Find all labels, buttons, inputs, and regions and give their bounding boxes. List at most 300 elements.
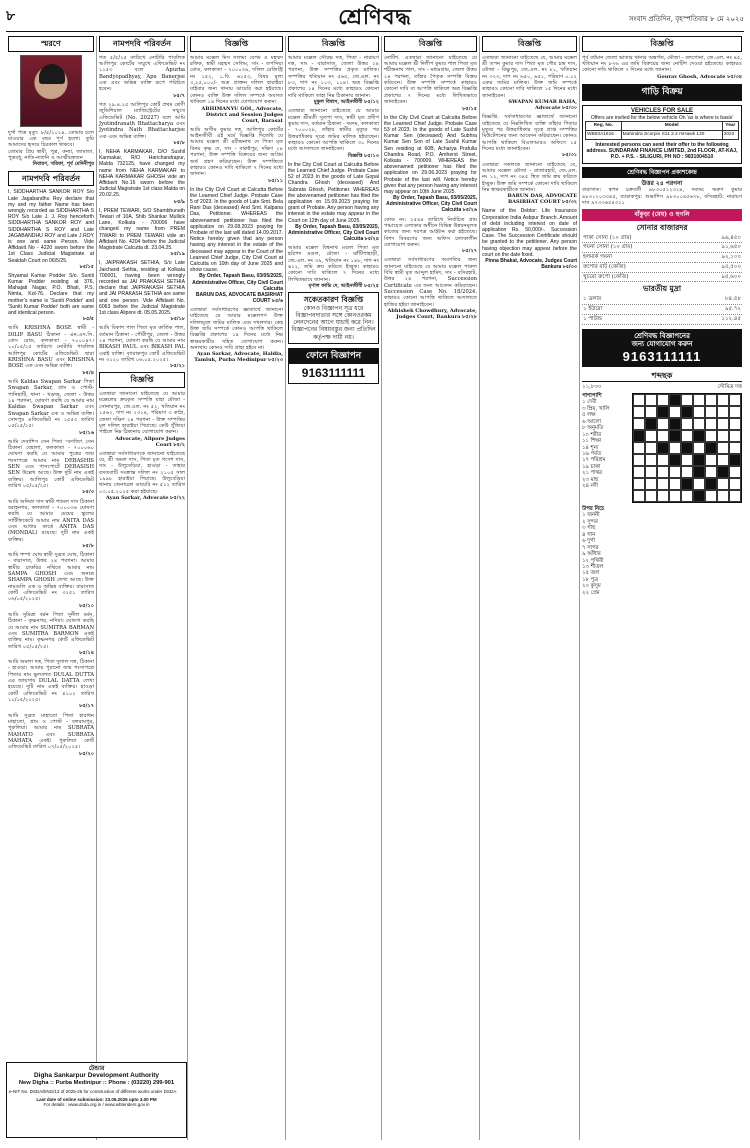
- notice-ref: ৮৫/১৯: [170, 251, 185, 258]
- notice-ref: ৮৫/১৪: [79, 649, 94, 656]
- tender-org: Digha Sankarpur Development Authority: [33, 1072, 160, 1080]
- vehicle-table: [585, 121, 739, 140]
- crossword-cell[interactable]: [645, 406, 657, 418]
- contact-line-2: জন্য যোগাযোগ করুন: [631, 339, 693, 349]
- crossword-block: [669, 394, 681, 406]
- crossword-clue: ২৩ মাছ: [582, 476, 599, 483]
- crossword-cell[interactable]: [705, 466, 717, 478]
- crossword-cell[interactable]: [693, 442, 705, 454]
- notice-text: কোড নং: ২৫৪৪ তারিখে নির্বাচিত গ্রাম পঞ্চায়েত এলাকার অধীনে বিভিন্ন উন্নয়নমূলক কাজের জন্য দরপত্র আহ্বান করা হইতেছে। বিশদ বিবরণের জন্য অফিস চলাকালীন যোগাযোগ করুন।: [384, 216, 477, 248]
- section-head-notice: বিজ্ঞপ্তি: [582, 36, 742, 52]
- notice-text: আমি শম্পা ঘোষ স্বামী সুব্রত ঘোষ, ঠিকানা - বারাসাত, উত্তর ২৪ পরগনা। আমার স্বামীর চাকরির নথিতে আমার নাম SAMPA GHOSH এবং অন্যত্র SHAMPA GHOSH লেখা আছে। উক্ত নামগুলি এক ও অভিন্ন ব্যক্তির। বারাসাত কোর্ট এফিডেভিট নং ৩২৫১ তারিখ ০৬/০৫/২০২৫।: [8, 552, 94, 603]
- name-change-notice: [8, 439, 94, 496]
- crossword-cell[interactable]: [645, 490, 657, 502]
- crossword-cell[interactable]: [729, 490, 741, 502]
- crossword-clue: ২ সুন্দর: [582, 518, 598, 525]
- table-row: [586, 131, 739, 140]
- notice-text: এতদ্বারা সর্বসাধারণকে জানানো যাইতেছে যে, শ্রী অমল দাস, পিতা মৃত গণেশ দাস, সাং - উলুবেড়িয়া, হাওড়া - তাহার বসতবাটি সংক্রান্ত দলিল নং ২১০৫ সাল ১৯৯৮ হারাইয়া গিয়াছে। উলুবেড়িয়া থানায় জেনারেল ডায়েরি নং ৫১২ তারিখ ০৩.০৫.২০২৫ করা হইয়াছে।: [99, 450, 185, 495]
- notice-text: আমি অমলা দত্ত, পিতা দুলাল দত্ত, ঠিকানা - হাওড়া। আমার পুরানো জন্ম শংসাপত্রে পিতার নাম ভুলবশত DULAL DUTTA এর জায়গায় DULAL DATTA লেখা হয়েছে। দুটি নাম একই ব্যক্তির। হাওড়া কোর্ট এফিডেভিট নং ৪১০২ তারিখ ১০/০৫/২০২৫।: [8, 659, 94, 704]
- crossword-cell[interactable]: [705, 406, 717, 418]
- crossword-block: [729, 454, 741, 466]
- vehicle-ad-title: VEHICLES FOR SALE: [630, 107, 693, 114]
- legal-notice: [582, 55, 742, 80]
- vehicle-ad-sub: Offers are invited for the below vehicle On 'as is where is basis': [590, 115, 734, 122]
- crossword-cell[interactable]: [645, 478, 657, 490]
- crossword-clue: ১১ শিক্ষা: [582, 438, 602, 445]
- table-cell: WB63A1616: [586, 131, 622, 140]
- rate-label: ১ পাউন্ড: [582, 314, 661, 324]
- column-3: [188, 36, 286, 1140]
- crossword-clue: ২১ পাথর: [582, 470, 603, 477]
- crossword-cell[interactable]: [633, 478, 645, 490]
- gold-rate-head: সোনার বাজারদর: [636, 222, 688, 232]
- legal-notice: [482, 55, 577, 112]
- crossword-cell[interactable]: [729, 418, 741, 430]
- crossword-cell[interactable]: [729, 478, 741, 490]
- crossword-cell[interactable]: [633, 418, 645, 430]
- notice-ref: ৮৫/২১: [170, 363, 185, 370]
- caution-head: সকেতকারণ বিজ্ঞপ্তি: [303, 295, 364, 305]
- crossword-clue: ২৪ নদী: [582, 483, 599, 490]
- crossword-cell[interactable]: [717, 454, 729, 466]
- caution-text: কোনও বিজ্ঞাপন সূত্র ধরে বিজ্ঞাপনদাতার সঙ্গে কোনওরকম লেনদেনের আগে যাচাই করে নিন। বিজ্ঞাপনের বিষয়বস্তুর জন্য প্রতিদিন কর্তৃপক্ষ দায়ী নয়।: [291, 304, 376, 341]
- notice-ref: ৮৫/৭: [173, 92, 185, 99]
- crossword-cell[interactable]: [729, 394, 741, 406]
- phone-ad-label: ফোনে বিজ্ঞাপন: [289, 349, 378, 364]
- notice-text: I, JAIPRAKASH SETHIA, S/o Late Jaichand Sethia, residing at Kolkata 700001, having been wrongly recorded as JAI PRAKASH SETHIA declare that JAIPRAKASH SETHIA and JAI PRAKASH SETHIA are same and one person. Vide Affidavit No. 6063 before the Judicial Magistrate 1st class Alipore dt. 05.05.2025.: [99, 260, 185, 316]
- crossword-cell[interactable]: [693, 406, 705, 418]
- contact-line-1: শ্রেণিবদ্ধ বিজ্ঞাপনের: [634, 330, 690, 340]
- notice-ref: Ayan Sarkar, Advocate, Haldia, Tamluk, Purba Medinipur ৮৫/২৩: [194, 351, 283, 364]
- crossword-head: শব্দছক: [582, 371, 742, 382]
- table-header: Model: [621, 122, 722, 131]
- crossword-meta: [582, 384, 742, 391]
- name-change-notice: [8, 713, 94, 757]
- notice-text: আমার মক্কেল বিশ্বনাথ মণ্ডল পিতা মৃত হরিপদ মণ্ডল, মৌজা - ঝাঁটিপাহাড়ী, জে.এল. নং ৩৯, খতিয়ান নং ১৪৮, দাগ নং ৬১২, জমি ক্রয় করিতে ইচ্ছুক। কাহারও কোনো দাবি থাকিলে ৭ দিনের মধ্যে লিখিতভাবে জানান।: [288, 245, 379, 283]
- rate-label: ১ ইউরো: [582, 305, 661, 315]
- legal-notice: [190, 55, 283, 124]
- crossword-cell[interactable]: [717, 406, 729, 418]
- crossword-cell[interactable]: [681, 430, 693, 442]
- crossword-cell[interactable]: [645, 430, 657, 442]
- notice-ref: ৮৫/৪: [82, 369, 94, 376]
- legal-notice: [288, 108, 379, 159]
- crossword-cell[interactable]: [633, 394, 645, 406]
- notice-ref: By Order, Tapash Basu, 03/05/2025, Administrative Officer, City Civil Court Calcutta ৮৫/২৬: [386, 195, 477, 214]
- notice-ref: ৮৫/২৭: [462, 248, 477, 255]
- currency-table: [582, 295, 742, 324]
- rate-label: রুপোর বাট (কেজি): [582, 262, 695, 272]
- name-change-notice: [8, 499, 94, 550]
- crossword-cell[interactable]: [717, 394, 729, 406]
- column-7: [580, 36, 744, 1140]
- name-change-notice: [8, 552, 94, 609]
- notice-text: In the City Civil Court at Calcutta Before the Learned Chief Judge. Probate Case 5 of 2023. In the goods of Late Smt. Bela Rani Das (deceased) And Smt. Kalpana Das, Petitioner. WHEREAS the abovenamed petitioner has filed the application on 29.08.2023 praying for Probate of the last will dated 14.09.2017. Notice hereby given that any person having any interest in the estate of the deceased may appear in the Court of the Learned Chief Judge, City Civil Court at Calcutta on 10th day of June 2025 and show cause.: [190, 186, 283, 274]
- notice-text: আমি Kaldas Swapan Sarkar পিতা Swapan Sarkar, গ্রাম ও পোস্ট- পানিহাটি, থানা - খড়দহ, জেলা - উত্তর ২৪ পরগনা, ঘোষণা করছি যে আমার নাম Kaldas Swapan Sarkar এবং Swapan Sarkar এক ও অভিন্ন ব্যক্তি। সোদপুর এফিডেভিট নং ১৫৫৩ তারিখ ০৫/০৫/২৫।: [8, 378, 94, 430]
- crossword-cell[interactable]: [693, 478, 705, 490]
- notice-ref: By Order, Tapash Basu, 03/05/2025, Administrative Officer, City Civil Court Calcutta ৮৫/২৪: [288, 223, 379, 242]
- probate-notice: [190, 187, 283, 304]
- crossword-setter: সৌমিত্র দত্ত: [717, 384, 742, 391]
- edition-date: সংবাদ প্রতিদিন, বৃহস্পতিবার ৮ মে ২০২৫: [628, 15, 744, 23]
- crossword-clue: ৪ গান: [582, 531, 596, 538]
- name-change-notice: [99, 149, 185, 205]
- name-change-notice: [8, 189, 94, 270]
- name-change-notice: [99, 102, 185, 146]
- crossword-cell[interactable]: [633, 406, 645, 418]
- gold-rate-row: [582, 272, 742, 282]
- column-6: [480, 36, 580, 1140]
- notice-ref: ৮৫/৩: [82, 489, 94, 496]
- crossword-block: [681, 478, 693, 490]
- notice-text: Shyamal Kumar Podder S/o. Suniti Kumar Podder residing at 376, Mahajati Nagar, P.O. Bhati, P.S. Nimta, Kol-76. Declare that my mother's name is 'Suniti Podder' and 'Suniti Kumar Podder' both are same and identical person.: [8, 272, 94, 317]
- table-header: Reg. No.: [586, 122, 622, 131]
- across-list: [582, 399, 629, 489]
- crossword-cell[interactable]: [681, 454, 693, 466]
- crossword-cell[interactable]: [645, 394, 657, 406]
- notice-text: এতদ্বারা জানানো যাইতেছে যে, আমার মক্কেল শ্রী তপন কুমার দাস পিতা মৃত গৌর চন্দ্র দাস, মৌজা - বিষ্ণুপুর, জে.এল. নং ৮১, খতিয়ান নং ৩২৩, দাগ নং ৬৫০, ৬৫১, পরিমাণ ০.১২ একর জমির মালিক। উক্ত জমি সম্পর্কে কাহারও কোনো দাবি থাকিলে ১৫ দিনের মধ্যে জানাইবেন।: [482, 54, 577, 99]
- caution-box: [288, 292, 379, 344]
- crossword-clue: ৬ দুর্গা: [582, 538, 595, 545]
- crossword-cell[interactable]: [693, 418, 705, 430]
- table-header-row: [586, 122, 739, 131]
- gold-rate-row: [582, 234, 742, 243]
- legal-notice: [190, 307, 283, 364]
- contact-number[interactable]: 9163111111: [622, 348, 702, 364]
- notice-text: বিজ্ঞপ্তি. সর্বসাধারণের জ্ঞাতার্থে জানানো যাইতেছে যে নিম্নলিখিত ব্যক্তি তাঁহার পিতার মৃত্যুর পর উত্তরাধিকার সূত্রে প্রাপ্ত সম্পত্তির মিউটেশনের জন্য আবেদন করিয়াছেন। কোনও আপত্তি থাকিলে বিএলআরও অফিসে ১৫ দিনের মধ্যে জানাইবেন।: [482, 114, 577, 153]
- classified-contact-box: [582, 329, 742, 368]
- rate-value: ৯৫,৬০০: [695, 272, 742, 282]
- crossword-cell[interactable]: [657, 466, 669, 478]
- section-head-name-change: নামপদবি পরিবর্তন: [99, 36, 185, 52]
- notice-ref: Advocate, Alipore Judges Court ৮৫/২: [115, 435, 185, 448]
- page-title: শ্রেণিবদ্ধ: [338, 4, 412, 29]
- notice-text: In the City Civil Court at Calcutta Before the Learned Chief Judge. Probate Case 52 of 2023 In the goods of Late Gopal Chandra Ghosh (deceased) And Subrata Ghosh, Petitioner. WHEREAS the abovenamed petitioner has filed the application on 15.09.2023 praying for grant of Probate. Any person having any interest in the estate may appear in the Court on 12th day of June 2025.: [288, 161, 379, 224]
- column-1: [6, 36, 97, 1140]
- crossword-cell[interactable]: [717, 478, 729, 490]
- columns: [6, 36, 744, 1140]
- gold-rate-row: [582, 243, 742, 253]
- crossword-cell[interactable]: [681, 490, 693, 502]
- notice-ref: ৮৫/৫: [82, 316, 94, 323]
- crossword-cell[interactable]: [657, 394, 669, 406]
- tender-ad: [6, 1062, 187, 1138]
- crossword-cell[interactable]: [645, 442, 657, 454]
- notice-ref: Pinna Bhakat, Advocate, Judges Court Bankura ৮৫/৩৩: [485, 258, 577, 271]
- section-head-notice: বিজ্ঞপ্তি: [384, 36, 477, 52]
- legal-notice: [190, 127, 283, 184]
- notice-text: এতদ্বারা জানানো যাইতেছে যে আমার মক্কেল শ্রীমতী সুতপা দাস, স্বামী মৃত প্রদীপ কুমার দাস, বর্তমান ঠিকানা - দমদম, কলকাতা - ৭০০০২৮, তাঁহার স্বামীর মৃত্যুর পর উত্তরাধিকার সূত্রে জমির মালিক হইয়াছেন। কাহারও কোনো আপত্তি থাকিলে ৩০ দিনের মধ্যে আদালতে জানাইবেন।: [288, 108, 379, 153]
- crossword-clue: ১২ পৃথিবী: [582, 557, 604, 564]
- crossword-clue: ৭ সাগর: [582, 544, 599, 551]
- crossword-block: [669, 454, 681, 466]
- probate-notice: [384, 115, 477, 214]
- crossword-cell[interactable]: [633, 490, 645, 502]
- crossword-block: [681, 406, 693, 418]
- legal-notice: [99, 391, 185, 448]
- rate-value: ১১২.৪৫: [661, 314, 742, 324]
- crossword-cell[interactable]: [717, 442, 729, 454]
- notice-ref: BARUN DAS, ADVOCATE BASIRHAT COURT ৮৫/৩২: [507, 193, 577, 206]
- across-label: পাশাপাশি: [582, 392, 602, 399]
- notice-ref: মৃণাল কান্তি দে, আইনজীবী ৮৫/২৫: [308, 283, 379, 290]
- notice-text: আমি দেবাশিস সেন পিতা ৺রণজিৎ সেন ঠিকানা বেহালা, কলকাতা - ৭০০০৬০ ঘোষণা করছি যে আমার পুত্রের জন্ম শংসাপত্রে আমার নাম DEBASHIS SEN এবং পাসপোর্টে DEBASISH SEN উল্লেখ আছে। উক্ত দুটি নাম একই ব্যক্তির। আলিপুর কোর্ট এফিডেভিট তারিখ ০৫/০৫/২৫।: [8, 438, 94, 490]
- crossword-cell[interactable]: [645, 454, 657, 466]
- crossword-block: [645, 418, 657, 430]
- crossword-cell[interactable]: [705, 394, 717, 406]
- notice-ref: ৮৫/১৫: [462, 105, 477, 112]
- crossword-number: ১১,৮৩০: [582, 384, 602, 391]
- tender-nit: e-NIT No. DSDA/ENG/13 of 2025-26 for construction of different works under DSDA.: [9, 1089, 178, 1095]
- crossword-block: [657, 406, 669, 418]
- section-head-notice: বিজ্ঞপ্তি: [190, 36, 283, 52]
- table-cell: 2022: [722, 131, 738, 140]
- column-5: [382, 36, 480, 1140]
- crossword-cell[interactable]: [705, 430, 717, 442]
- crossword-block: [657, 442, 669, 454]
- rate-label: হলমার্ক গয়না: [582, 253, 695, 263]
- notice-text: গত ২৯.৪.২৫ আলিপুর কোর্ট প্রথম শ্রেণী জুডিশিয়াল ম্যাজিস্ট্রেটের সম্মুখে এফিডেভিট (No. 20227) বলে আমি Jyotindranath Bhattacharya এবং Jyotindra Nath Bhattacharjee এক এবং অভিন্ন ব্যক্তি।: [99, 101, 185, 140]
- notice-ref: Gourav Ghosh, Advocate ৮৫/৩৪: [657, 73, 742, 80]
- crossword-cell[interactable]: [705, 454, 717, 466]
- rate-label: পাকা সোনা (১০ গ্রাম): [582, 234, 695, 243]
- name-change-notice: [8, 379, 94, 436]
- crossword-cell[interactable]: [657, 454, 669, 466]
- crossword-cell[interactable]: [669, 442, 681, 454]
- notice-text: আমি KRISHNA BOSE স্বামী - DILIP BASU ঠিকানা - এন.এস.সি. বোস রোড, কলকাতা - ৭০০০৪৭। ১০/০৫/২৫ তারিখে নোটারি পাবলিক আলিপুর কোর্টের এফিডেভিট দ্বারা KRISHNA BASU এবং KRISHNA BOSE এক এবং অভিন্ন ব্যক্তি।: [8, 325, 94, 370]
- phone-ad-box: [288, 348, 379, 384]
- currency-row: [582, 305, 742, 315]
- notice-ref: BARUN DAS, ADVOCATE BASIRHAT COURT ৮৫/৬: [195, 291, 283, 304]
- notice-text: I, PREM TEWARI, S/O Shambhunath Tewari of 10A, Shib Shankar Mullick Lane, Kolkata - 700006 have changed my name from PREM TIWARI to PREM TEWARI vide an Affidavit No. 4204 before the Judicial Magistrate Calcutta dt. 23.04.25.: [99, 207, 185, 251]
- notice-ref: ৮৫/১০: [79, 602, 94, 609]
- page-number: ৮: [6, 8, 16, 24]
- crossword-cell[interactable]: [681, 394, 693, 406]
- gold-rate-row: [582, 253, 742, 263]
- notice-text: এতদ্বারা সকলকে জানানো যাইতেছে যে, আমার মক্কেল মৌজা - রাজারহাট, জে.এল. নং ১২, দাগ নং ৩৪৫ স্থিত জমি ক্রয় করিতে ইচ্ছুক। উক্ত জমি সম্পর্কে কোনো দাবি থাকিলে নিম্ন স্বাক্ষরকারীকে জানান।: [482, 161, 577, 193]
- crossword-cell[interactable]: [657, 418, 669, 430]
- notice-ref: Ayan Sarkar, Advocate ৮৫/২২: [105, 495, 185, 502]
- ad-centers-head: শ্রেণিবদ্ধ বিজ্ঞাপন প্রকাশকেন্দ্র: [582, 167, 742, 178]
- crossword-block: [693, 490, 705, 502]
- notice-ref: By Order, Tapash Basu, 03/05/2025, Administrative Officer, City Civil Court Calcutta: [192, 273, 283, 292]
- notice-text: এতদ্বারা সর্বসাধারণের জ্ঞাতার্থে জানানো যাইতেছে যে আমার মক্কেলগণ উক্ত দলিলমূলে জমির মালিক এবং দখলদার। কেহ উক্ত জমি সম্পর্কে কোনও আপত্তি থাকিলে বিজ্ঞপ্তি প্রকাশের ১৪ দিনের মধ্যে নিম্ন স্বাক্ষরকারীর সহিত যোগাযোগ করুন। অন্যথায় কোনও দাবি গ্রাহ্য হইবে না।: [190, 306, 283, 351]
- legal-notice: [482, 114, 577, 158]
- notice-ref: ৮৫/১৭: [79, 703, 94, 710]
- notice-text: এতদ্বারা সর্বসাধারণের অবগতির জন্য জানানো যাইতেছে যে আমার মক্কেল পারুল বিবি স্বামী মৃত আব্দুল হামিদ, সাং - বসিরহাট, উত্তর ২৪ পরগনা, Succession Certificate এর জন্য আবেদন করিয়াছেন। Succession Case No. 18/2024. কাহারও কোনো আপত্তি থাকিলে আদালতে হাজির হইয়া জানাইবেন।: [384, 257, 477, 308]
- crossword-clue: ১৬ পর্বত: [582, 450, 602, 457]
- section-head-notice: বিজ্ঞপ্তি: [99, 372, 185, 388]
- region-head: বাঁকুড়া (মেঘ) ও হুগলি: [582, 209, 742, 220]
- notice-ref: ৮৫/৯: [173, 198, 185, 205]
- crossword-block: [669, 418, 681, 430]
- down-list: [582, 512, 742, 596]
- crossword-clue: ১৩ শীতল: [582, 563, 604, 570]
- crossword-clue: ২২ প্রেম: [582, 589, 600, 596]
- notice-text: আমি অনিতা দাস স্বামী শ্যামল দাস ঠিকানা বরাহনগর, কলকাতা - ৭০০০৩৬ ঘোষণা করছি যে আমার মেয়ের স্কুলের সার্টিফিকেটে আমার নাম ANITA DAS এবং আধার কার্ডে ANITA DAS (MONDAL) রয়েছে। দুটি নাম একই ব্যক্তির।: [8, 498, 94, 543]
- notice-text: আমি সুমিত্রা বর্মন পিতা সুনীল বর্মন, ঠিকানা - কৃষ্ণনগর, নদিয়া। ঘোষণা করছি যে আমার নাম SUMITRA BARMAN এবং SUMITRA BARMON একই ব্যক্তির নাম। কৃষ্ণনগর কোর্ট এফিডেভিট তারিখ ০৫/০৫/২৫।: [8, 611, 94, 650]
- name-change-notice: [8, 659, 94, 710]
- crossword-clue: ১৪ শূন্য: [582, 444, 599, 451]
- tender-address: New Digha :: Purba Medinipur :: Phone : (03220) 299-901: [18, 1080, 175, 1087]
- notice-ref: ৮৫/১৫: [79, 263, 94, 270]
- notice-text: এতদ্বারা জানানো যাইতেছে যে আমার মক্কেলের ক্রয়কৃত সম্পত্তি যাহা মৌজা - সোনারপুর, জে.এল. নং ৫২, খতিয়ান নং ১৫৬২, দাগ নং ২৩১৪, পরিমাণ ৩ কাঠা, জেলা দক্ষিণ ২৪ পরগনা - উক্ত সম্পত্তির মূল দলিল হারাইয়া গিয়াছে। কেউ খুঁজিয়া পাইলে নিম্ন ঠিকানায় যোগাযোগ করুন।: [99, 391, 185, 436]
- notice-text: নোটিশ. এতদ্বারা জানানো যাইতেছে যে আমার মক্কেল শ্রী দিলীপ কুমার পাল পিতা মৃত শচীন্দ্রনাথ পাল, সাং - মধ্যমগ্রাম, জেলা উত্তর ২৪ পরগনা, তাঁহার পৈতৃক সম্পত্তি বিক্রয় করিবেন। উক্ত সম্পত্তি সম্পর্কে কাহারও কোনো দাবি বা আপত্তি থাকিলে অত্র বিজ্ঞপ্তি প্রকাশের ৭ দিনের মধ্যে লিখিতভাবে জানাইবেন।: [384, 54, 477, 106]
- crossword-cell[interactable]: [729, 406, 741, 418]
- crossword-clue: ৫ লক্ষ: [582, 412, 596, 419]
- crossword-clue: ১৮ পুত্র: [582, 576, 599, 583]
- phone-ad-number[interactable]: 9163111111: [301, 366, 366, 381]
- ad-centers-list: বারাসাত: স্বপন চক্রবর্তী ৯৮৩০৫১২৩২৪, দমদম: অরুণ কুমার ৯৮৩১২০৩৩৪৫, ব্যারাকপুর: শুভাশিস ৯৮৩০০৪৫৬৭৮, বসিরহাট: নারায়ণ দাস ৯৭৩৩৬৫৪৩২১: [582, 187, 742, 206]
- rate-value: ৮৪.৫৮: [661, 295, 742, 304]
- name-change-notice: [99, 260, 185, 322]
- crossword-cell[interactable]: [717, 418, 729, 430]
- crossword-cell[interactable]: [681, 466, 693, 478]
- crossword-clue: ১৯ চাকা: [582, 463, 601, 470]
- crossword-cell[interactable]: [669, 478, 681, 490]
- tender-website[interactable]: For details : www.dsda.org.in / www.wbtenders.gov.in: [43, 1102, 150, 1108]
- crossword-block: [717, 466, 729, 478]
- currency-row: [582, 295, 742, 304]
- crossword-clue: ২০ কুসুম: [582, 583, 601, 590]
- rate-value: ৯১,৬৫০: [695, 243, 742, 253]
- crossword-cell[interactable]: [681, 418, 693, 430]
- table-cell: Mahindra Scorpio S11 2.2 mHawk 120: [621, 131, 722, 140]
- notice-ref: ৮৫/২০: [79, 750, 94, 757]
- crossword-block: [705, 442, 717, 454]
- memorial-address: নিবারণ, খরিফা, পূর্ব মেদিনীপুর: [32, 161, 94, 168]
- crossword-cell[interactable]: [645, 466, 657, 478]
- tender-label: টেন্ডার: [88, 1065, 105, 1072]
- crossword-cell[interactable]: [717, 490, 729, 502]
- crossword-block: [693, 454, 705, 466]
- crossword-cell[interactable]: [729, 466, 741, 478]
- crossword-cell[interactable]: [657, 478, 669, 490]
- legal-notice: [99, 451, 185, 502]
- legal-notice: [384, 257, 477, 320]
- vehicle-ad-contact: Interested persons can send their offer to the following address. SUNDARAM FINANCE LIMITED, 2nd FLOOR, AT-KAJ, P.O. + P.S. - SILIGURI, PH NO : 9831004510: [586, 142, 738, 161]
- notice-ref: SWAPAN KUMAR RAHA, Advocate ৮৫/৩০: [508, 99, 577, 112]
- legal-notice: [288, 245, 379, 289]
- name-change-notice: [99, 325, 185, 369]
- crossword-cell[interactable]: [633, 454, 645, 466]
- crossword-clue: ৮ অনুমতি: [582, 425, 604, 432]
- crossword-cell[interactable]: [669, 406, 681, 418]
- notice-text: আমার মক্কেল সৌরভ দত্ত, পিতা - নারায়ণ দত্ত, সাং - বারাসাত, জেলা উত্তর ২৪ পরগনা, উক্ত সম্পত্তির প্রকৃত মালিক। সম্পত্তির খতিয়ান নং ৫৬৫, জে.এল. নং ৮৩, দাগ নং ১০৩, ১০৪। অত্র বিজ্ঞপ্তি প্রকাশের ১৪ দিনের মধ্যে কাহারও কোনো দাবি থাকিলে তাহা নিম্ন ঠিকানায় জানান।: [288, 54, 379, 99]
- crossword-cell[interactable]: [705, 490, 717, 502]
- notice-text: I, SIDDHARTHA SANKOR ROY S/o Late Jagabandhu Roy declare that my and my father Name has been wrongly recorded as SIDDHARTHA S ROY S/o Late J. J. Roy henceforth SIDDHARTHA SANKOR ROY and SIDDHARTHA S ROY and Late JAGABANDHU ROY and Late J.ROY is one and same Person. Vide Affidavit No - 4220 sworn before the 1st Class Judicial Magistrate at Sealdah Court on 06/5/25.: [8, 189, 94, 264]
- currency-row: [582, 314, 742, 324]
- memorial-head: স্মরণে: [8, 36, 94, 52]
- rate-value: ৯২,১০০: [695, 253, 742, 263]
- crossword-cell[interactable]: [693, 394, 705, 406]
- crossword-cell[interactable]: [657, 430, 669, 442]
- gold-rate-table: [582, 234, 742, 283]
- crossword-grid[interactable]: [632, 393, 742, 503]
- crossword-block: [693, 430, 705, 442]
- notice-text: In the City Civil Court at Calcutta Before the Learned Chief Judge. Probate Case 53 of 2023. In the goods of Late Sushil Kumar Sen (deceased) And Subhra Kumar Sen Son of Late Sushil Kumar Sen residing at 60B, Acharya Prafulla Chandra Road, P.O. Amherst Street, Kolkata - 700009. WHEREAS the abovenamed petitioner has filed the application on 29.06.2023 praying for Probate of the last will. Notice hereby given that any person having any interest may appear on 10th June 2025.: [384, 114, 477, 196]
- crossword-cell[interactable]: [669, 466, 681, 478]
- crossword-clue: ৯ আঁধার: [582, 551, 601, 558]
- crossword-cell[interactable]: [717, 430, 729, 442]
- crossword-cell[interactable]: [729, 442, 741, 454]
- name-change-notice: [99, 208, 185, 258]
- name-change-notice: [8, 325, 94, 376]
- notice-text: Name of the Debtor: Life Insurance Corporation India Asbpur Branch. Amount of debt including interest on date of application Rs. 50,000/-. Succession Case. The Succession Certificate should be granted to the petitioner. Any person having objection may appear before the court on the date fixed.: [482, 208, 577, 258]
- legal-notice: [482, 162, 577, 206]
- column-4: [286, 36, 382, 1140]
- rate-label: ১ ডলার: [582, 295, 661, 304]
- column-2: [97, 36, 188, 1140]
- crossword-clue: ৬ আলো: [582, 418, 601, 425]
- crossword-clue: ১৫ জল: [582, 570, 600, 577]
- notice-ref: বিজ্ঞপ্তি ৮৫/১৩: [347, 152, 379, 159]
- notice-text: পূর্ব বর্ধমান জেলা ভাতার থানার অন্তর্গত, মৌজা - বলগোনা, জে.এল. নং ৪৫, খতিয়ান নং ৮৭৬ এর জমি বিক্রয়ের জন্য নোটিশ দেওয়া হইতেছে। কাহারও কোনো দাবি থাকিলে ৭ দিনের মধ্যে জানান।: [582, 54, 742, 74]
- legal-notice: [384, 55, 477, 112]
- legal-notice: [384, 217, 477, 255]
- memorial-photo: [20, 55, 82, 127]
- notice-text: গত ৫/৫/২৫ তারিখে নোটারি পাবলিক আলিপুর কোর্টের সম্মুখে এফিডেভিট নং ১১৫৩ বলে Apurba Bandyopadhyay, Apu Banerjee এক এবং অভিন্ন ব্যক্তি রূপে পরিচিত হবেন।: [99, 54, 185, 93]
- tender-last-date: Last date of online submission: 23.05.2025 upto 3.00 PM: [36, 1096, 157, 1102]
- crossword-cell[interactable]: [633, 442, 645, 454]
- crossword-cell[interactable]: [669, 490, 681, 502]
- notice-text: আমি সুব্রত মাহাতো পিতা হারাধন মাহাতো, গ্রাম ও পোস্ট - বলরামপুর, পুরুলিয়া। আমার নাম SUBRATA MAHATO এবং SUBRATA MAHATA একই। পুরুলিয়া কোর্ট এফিডেভিট তারিখ ০৭/০৫/২০২৫।: [8, 712, 94, 751]
- rate-value: ৯৫.৭২: [661, 305, 742, 315]
- crossword-block: [681, 442, 693, 454]
- name-change-notice: [99, 55, 185, 99]
- crossword-cell[interactable]: [633, 466, 645, 478]
- notice-ref: ABHIMANYU GOL, Advocate, District and Session Judges Court, Barasat: [201, 105, 283, 124]
- notice-text: আমার মক্কেল মিস সালমা বেগম ও মহম্মদ রফিক, স্বামী মহম্মদ সেলিম, সাং - তপসিয়া রোড, কলকাতা - ৭০০০৩৯, দলিল রেজিস্ট্রি নং ১৫২, ১.বি. ৬২৫৩, বিষয় মূল্য ৩,২৫,০০০/- অত্র প্রাক্তন দলিল হারাইয়া যাইবার জন্য থানায় ডায়েরি করা হইয়াছে। কোনও ব্যক্তি উক্ত দলিল সম্পর্কে অবগত থাকিলে ১৪ দিনের মধ্যে যোগাযোগ করুন।: [190, 54, 283, 106]
- ad-centers-region: উত্তর ২৪ পরগনা: [641, 179, 683, 187]
- crossword-block: [693, 466, 705, 478]
- down-label: উপর নিচে: [582, 505, 605, 512]
- across-clues: [582, 393, 629, 503]
- probate-notice: [288, 162, 379, 242]
- notice-ref: ৮৫/১১: [268, 177, 283, 184]
- rate-label: গয়না সোনা (১০ গ্রাম): [582, 243, 695, 253]
- memorial-notice: [8, 130, 94, 168]
- rate-value: ৯৬,৪৫০: [695, 234, 742, 243]
- succession-notice: [482, 208, 577, 270]
- vehicle-sale-ad: [582, 105, 742, 164]
- memorial-text: দুর্গা পাত্র মৃত্যু: ৮/৫/২০২৪. তোমার চলে যাওয়ার এক বছর পূর্ণ হলো। তুমি আমাদের হৃদয়ে চিরকাল থাকবে।: [8, 129, 94, 149]
- notice-text: I, NEHA KARMAKAR, D/O Sushil Karmakar, R/O Harichandrapur, Malda 732125, have changed my name from NEHA KARMAKAR to NEHA KARMAKAR GHOSH vide an Affidavit No.16 sworn before the Judicial Magistrate 1st class Malda on 20.02.25.: [99, 149, 185, 199]
- gold-rate-row: [582, 262, 742, 272]
- section-head-notice: বিজ্ঞপ্তি: [288, 36, 379, 52]
- crossword-block: [633, 430, 645, 442]
- notice-ref: ৮৫/১৮: [170, 316, 185, 323]
- crossword-clue: ১৭ পরিশ্রম: [582, 457, 606, 464]
- rate-label: খুচরো রুপো (কেজি): [582, 272, 695, 282]
- legal-notice: [288, 55, 379, 106]
- crossword-clue: ১০ শরীর: [582, 431, 602, 438]
- notice-ref: ৮৫/৮: [173, 139, 185, 146]
- section-head-notice: বিজ্ঞপ্তি: [482, 36, 577, 52]
- notice-ref: ৮৫/৮: [82, 542, 94, 549]
- crossword-cell[interactable]: [705, 418, 717, 430]
- crossword-clue: ৩ ম্রিয়, খালি: [582, 405, 610, 412]
- crossword-block: [669, 430, 681, 442]
- crossword-cell[interactable]: [729, 430, 741, 442]
- notice-ref: Abhishek Chowdhury, Advocate, Judges Court, Bankura ৮৫/২৮: [387, 308, 477, 321]
- masthead: [6, 4, 744, 32]
- notice-text: আমি বিকাশ পাল পিতা মৃত কার্তিক পাল, বর্তমান ঠিকানা - গৌরীপুর, জেলা - উত্তর ২৪ পরগনা, ঘোষণা করছি যে আমার নাম BIKASH PAUL এবং BIKASH PAL একই ব্যক্তি। ব্যারাকপুর কোর্ট এফিডেভিট নং ৩১২০ তারিখ ০৬.০৫.২০২৫।: [99, 325, 185, 363]
- crossword-cell[interactable]: [657, 490, 669, 502]
- notice-text: আমি অসীম কুমার দত্ত, আলিপুর কোর্টের আইনজীবী এই মর্মে বিজ্ঞপ্তি দিতেছি যে আমার মক্কেল শ্রী রবীন্দ্রনাথ দে পিতা মৃত বিনয় কৃষ্ণ দে, সাং - বারুইপুর, দক্ষিণ ২৪ পরগনা, উক্ত সম্পত্তি বিক্রয়ের জন্য অগ্রিম অর্থ গ্রহণ করিয়াছেন। উক্ত সম্পত্তিতে কাহারও কোনও দাবি থাকিলে ৭ দিনের মধ্যে জানান।: [190, 126, 283, 178]
- down-clues: [582, 506, 742, 596]
- currency-head: ভারতীয় মুদ্রা: [642, 284, 681, 294]
